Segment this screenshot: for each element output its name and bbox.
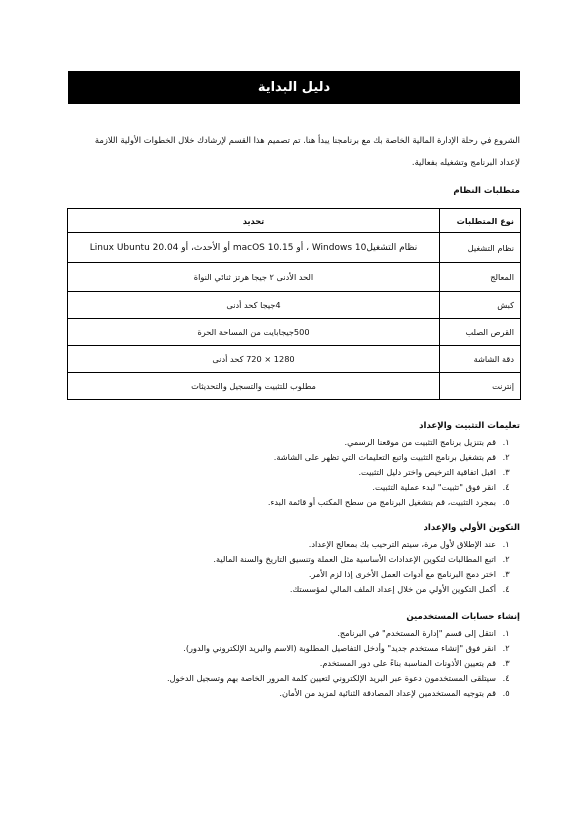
intro-paragraph — [68, 129, 520, 173]
config-heading: التكوين الأولي والإعداد — [423, 523, 520, 533]
accounts-steps-list — [60, 626, 516, 701]
requirements-heading: متطلبات النظام — [453, 186, 520, 196]
list-item: 2. اتبع المطالبات لتكوين الإعدادات الأساسية مثل العملة وتنسيق التاريخ والسنة المالية. — [60, 552, 500, 567]
row-type: إنترنت — [440, 373, 521, 400]
list-item: 5. بمجرد التثبيت، قم بتشغيل البرنامج من سطح المكتب أو قائمة البدء. — [60, 495, 500, 510]
row-spec: نظام التشغيلWindows 10 ، أو macOS 10.15 أو الأحدث، أو Linux Ubuntu 20.04 — [68, 233, 440, 263]
table-row — [68, 346, 521, 373]
list-item: 5. قم بتوجيه المستخدمين لإعداد المصادقة الثنائية لمزيد من الأمان. — [60, 686, 500, 701]
row-type: المعالج — [440, 263, 521, 292]
install-steps-list — [60, 435, 516, 510]
row-spec: مطلوب للتثبيت والتسجيل والتحديثات — [68, 373, 440, 400]
table-row — [68, 319, 521, 346]
config-steps-list — [60, 537, 516, 597]
row-spec: 1280 × 720 كحد أدنى — [68, 346, 440, 373]
list-item: 1. عند الإطلاق لأول مرة، سيتم الترحيب بك بمعالج الإعداد. — [60, 537, 500, 552]
table-row — [68, 292, 521, 319]
row-type: دقة الشاشة — [440, 346, 521, 373]
list-item: 3. قم بتعيين الأذونات المناسبة بناءً على دور المستخدم. — [60, 656, 500, 671]
list-item: 2. انقر فوق "إنشاء مستخدم جديد" وأدخل التفاصيل المطلوبة (الاسم والبريد الإلكتروني والدور). — [60, 641, 500, 656]
list-item: 4. انقر فوق "تثبيت" لبدء عملية التثبيت. — [60, 480, 500, 495]
row-type: نظام التشغيل — [440, 233, 521, 263]
list-item: 3. اقبل اتفاقية الترخيص واختر دليل التثبيت. — [60, 465, 500, 480]
page-title — [68, 71, 520, 104]
list-item: 4. سيتلقى المستخدمون دعوة عبر البريد الإلكتروني لتعيين كلمة المرور الخاصة بهم وتسجيل الدخول. — [60, 671, 500, 686]
row-type: كبش — [440, 292, 521, 319]
requirements-table — [67, 208, 521, 400]
accounts-heading: إنشاء حسابات المستخدمين — [406, 612, 520, 622]
list-item: 3. اختر دمج البرنامج مع أدوات العمل الأخرى إذا لزم الأمر. — [60, 567, 500, 582]
table-header-row — [68, 209, 521, 233]
row-spec: الحد الأدنى ٢ جيجا هرتز ثنائي النواة — [68, 263, 440, 292]
header-requirement-type: نوع المتطلبات — [440, 209, 521, 233]
list-item: 4. أكمل التكوين الأولي من خلال إعداد الملف المالي لمؤسستك. — [60, 582, 500, 597]
row-spec: 4جيجا كحد أدنى — [68, 292, 440, 319]
intro-line-1: الشروع في رحلة الإدارة المالية الخاصة بك مع برنامجنا يبدأ هنا. تم تصميم هذا القسم لإرشادك خلال الخطوات الأولية اللازمة — [94, 135, 520, 145]
row-type: القرص الصلب — [440, 319, 521, 346]
table-row — [68, 233, 521, 263]
table-row — [68, 373, 521, 400]
page-title-text: دليل البداية — [257, 80, 331, 95]
list-item: 2. قم بتشغيل برنامج التثبيت واتبع التعليمات التي تظهر على الشاشة. — [60, 450, 500, 465]
row-spec: 500جيجابايت من المساحة الحرة — [68, 319, 440, 346]
install-heading: تعليمات التثبيت والإعداد — [419, 421, 520, 431]
table-row — [68, 263, 521, 292]
list-item: 1. قم بتنزيل برنامج التثبيت من موقعنا الرسمي. — [60, 435, 500, 450]
header-specification: تحديد — [68, 209, 440, 233]
intro-line-2: لإعداد البرنامج وتشغيله بفعالية. — [411, 157, 520, 167]
list-item: 1. انتقل إلى قسم "إدارة المستخدم" في البرنامج. — [60, 626, 500, 641]
